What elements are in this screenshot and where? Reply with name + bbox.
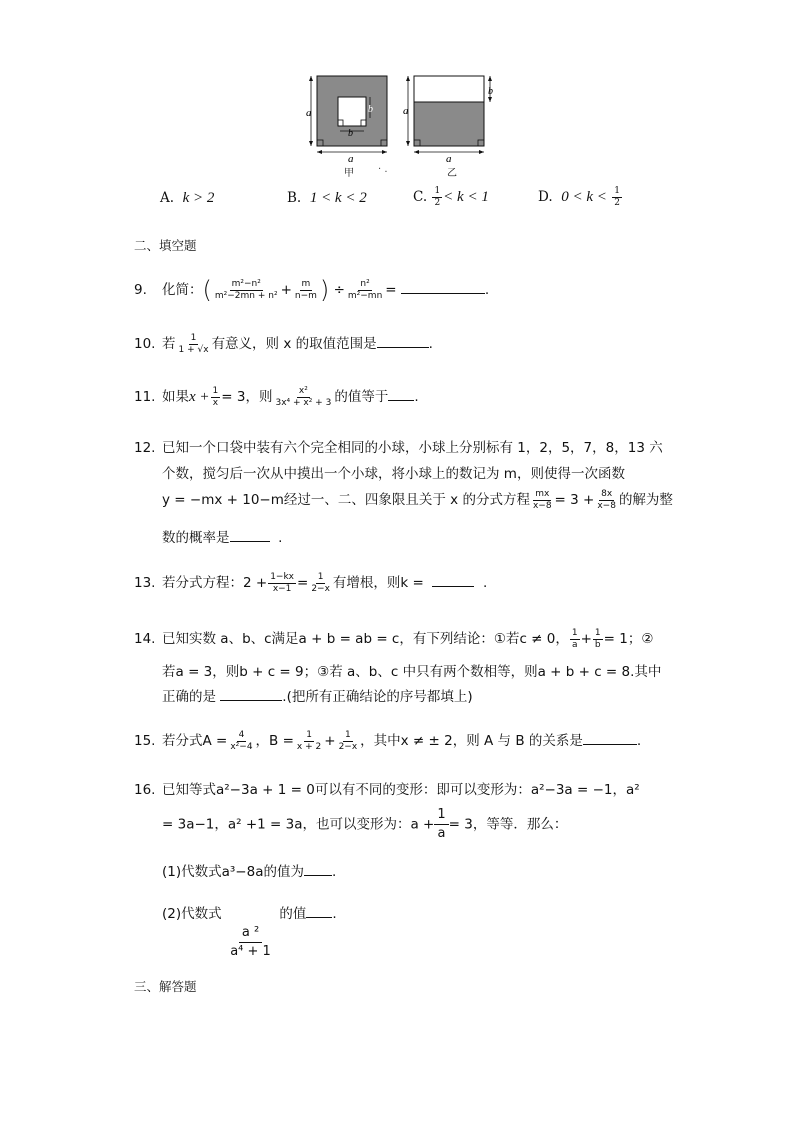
option-b: B. 1 < k < 2 (287, 190, 367, 206)
figure-caption-yi: 乙 (447, 168, 457, 179)
question-14-line-1: 14. 已知实数 a、b、c满足a + b = ab = c，有下列结论：①若c ≠ 0， $\frac{1}{a}$ + $\frac{1}{b}$ = 1；② (134, 627, 654, 650)
section-answer-title: 三、解答题 (134, 979, 197, 994)
svg-text:b: b (368, 104, 373, 115)
option-a: A. k > 2 (160, 190, 215, 206)
question-12-line-3: y = −mx + 10−m经过一、二、四象限且关于 x 的分式方程 $\frac{mx}{x-8}$ = 3 + $\frac{8x}{x-8}$ 的解为整 (162, 488, 673, 511)
question-13: 13. 若分式方程：2 + $\frac{1-kx}{x-1}$ = $\frac{1}{2-x}$ 有增根，则k = . (134, 571, 488, 594)
option-d: D. 0 < k < $\frac{1}{2}$ (538, 186, 620, 208)
question-14-line-3: 正确的是 .(把所有正确结论的序号都填上) (162, 689, 473, 705)
figure-label-a-bottom-right: a (446, 153, 452, 165)
figure-caption-dots: · . (378, 164, 388, 175)
figure-label-b-right: b (488, 86, 493, 97)
figure-label-b-hole: b (348, 128, 353, 139)
figure-jia-hole (338, 97, 366, 126)
question-15: 15. 若分式A = $\frac{4}{\text{x²−4}}$ ，B = $\frac{1}{x + 2}$ + $\frac{1}{2-x}$ ，其中x ≠ ± 2，则 A 与 B 的关系是 . (134, 729, 642, 752)
question-10: 10. 若 $\frac{1}{1 + √x}$ 有意义，则 x 的取值范围是 . (134, 332, 433, 355)
question-12-line-4: 数的概率是 . (162, 530, 283, 546)
question-16-part-2: (2)代数式 $\frac{\text{a ²}}{\text{a⁴ + 1}}$ 的值 . (162, 906, 337, 959)
question-12-line-1: 12. 已知一个口袋中装有六个完全相同的小球，小球上分别标有 1，2，5，7，8，13 六 (134, 440, 663, 456)
question-16-line-1: 16. 已知等式a²−3a + 1 = 0可以有不同的变形：即可以变形为：a²−3a = −1，a² (134, 782, 640, 798)
figure-yi-shaded (414, 102, 484, 146)
figure-label-a-bottom: a (348, 153, 354, 165)
figure-label-a-right: a (403, 105, 409, 117)
figure-caption-jia: 甲 (344, 168, 354, 179)
section-fill-blank-title: 二、填空题 (134, 238, 197, 253)
question-11: 11. 如果x + $\frac{1}{x}$ = 3，则 $\frac{\text{x²}}{\text{3x⁴ + x² + 3}}$ 的值等于 . (134, 385, 419, 408)
question-16-part-1: (1)代数式a³−8a的值为 . (162, 864, 337, 880)
question-14-line-2: 若a = 3，则b + c = 9；③若 a、b、c 中只有两个数相等，则a + b + c = 8.其中 (162, 664, 662, 680)
figure-yi-strip (414, 76, 484, 102)
question-9: 9. 化简：( $\frac{\text{m²−n²}}{\text{m²−2mn + n²}}$ + $\frac{m}{n-m}$ ) ÷ $\frac{\text{n²}}{\text{m²−mn}}$ = . (134, 276, 490, 304)
question-16-line-2: = 3a−1，a² +1 = 3a，也可以变形为：a + $\frac{1}{a}$ = 3，等等．那么： (162, 807, 568, 841)
option-c: C. $\frac{1}{2}$ < k < 1 (413, 186, 489, 208)
figure-label-a-left: a (306, 107, 312, 119)
geometry-figure (300, 70, 500, 180)
question-12-line-2: 个数，搅匀后一次从中摸出一个小球，将小球上的数记为 m，则使得一次函数 (162, 466, 625, 482)
